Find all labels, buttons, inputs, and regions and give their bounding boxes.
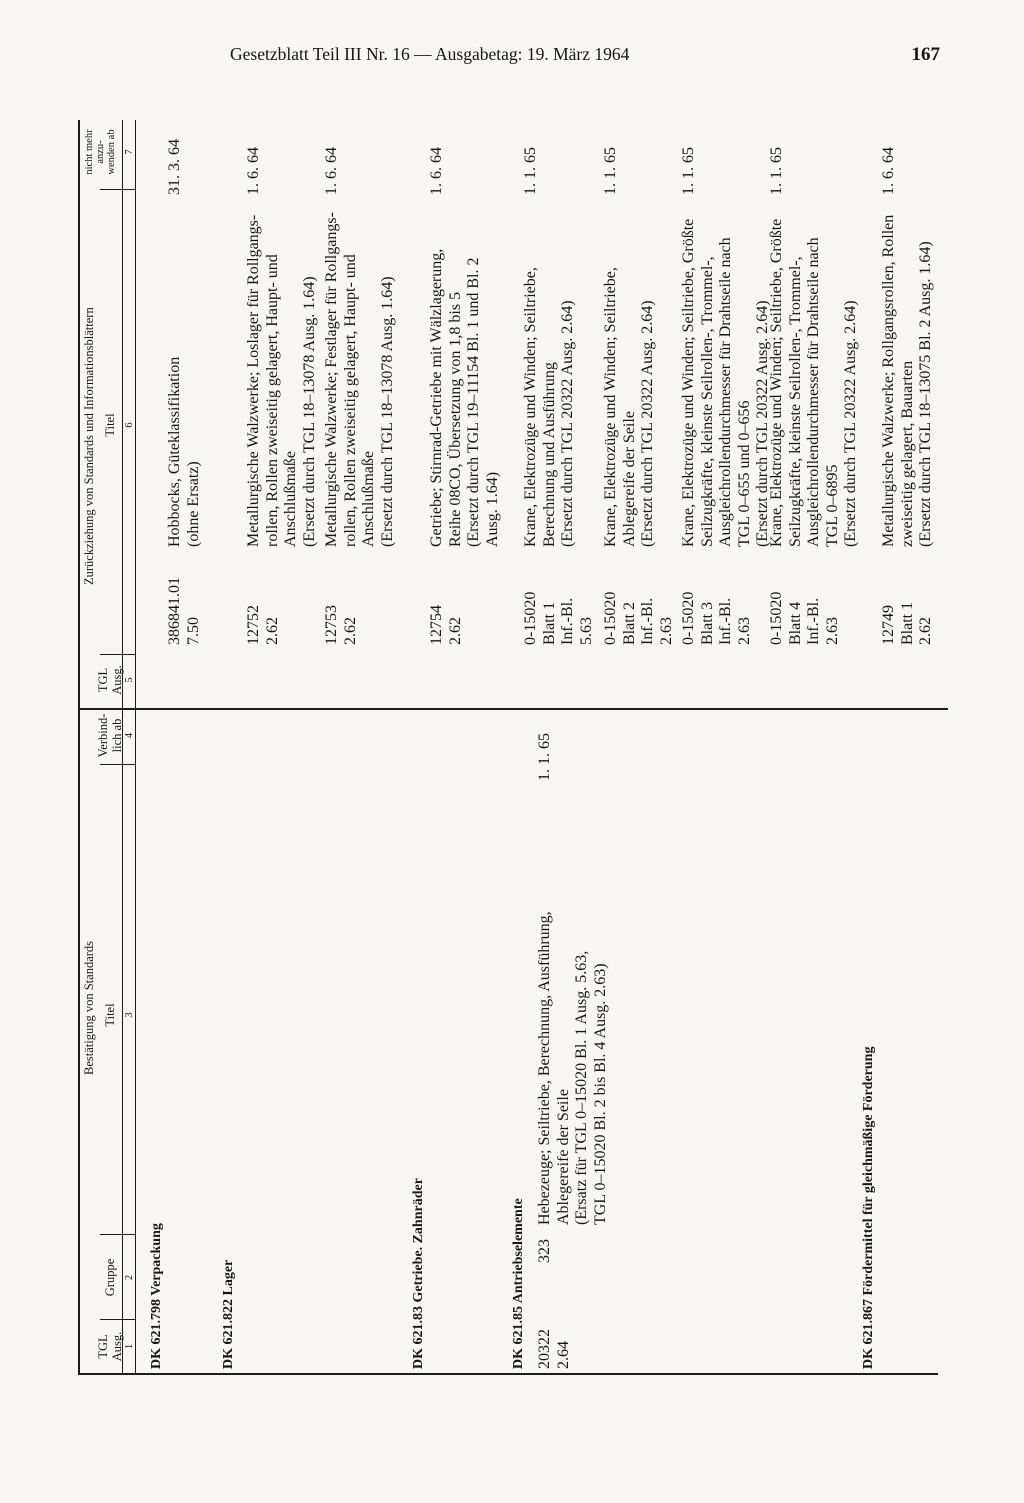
withdraw-titel-5: Krane, Elektrozüge und Winden; Seiltriebe, Ablegereife der Seile (Ersetzt durch TGL 20322 Ausg. 2.64) — [602, 267, 656, 547]
col-header-nicht-mehr: nicht mehr anzu- wenden ab — [84, 129, 117, 175]
page-header — [230, 44, 940, 80]
col-header-titel-3: Titel — [103, 1003, 117, 1027]
withdraw-titel-2: Metallurgische Walzwerke; Festlager für Rollgangs- rollen, Rollen zweiseitig gelagert, Haupt- und Anschlußmaße (Ersetzt durch TGL 18–13078 Ausg. 1.64) — [323, 212, 396, 547]
withdraw-ab-2: 1. 6. 64 — [323, 147, 340, 195]
withdraw-ab-1: 1. 6. 64 — [245, 147, 262, 195]
withdraw-tgl-0: 386841.01 7.50 — [166, 577, 202, 645]
col-num-3: 3 — [124, 1012, 135, 1018]
withdraw-titel-3: Getriebe; Stirnrad-Getriebe mit Wälzlagerung, Reihe 08CO, Übersetzung von 1,8 bis 5 (Ersetzt durch TGL 19–11154 Bl. 1 und Bl. 2 Ausg. 1.64) — [428, 248, 501, 547]
halves-divider — [78, 708, 948, 710]
confirm-gruppe: 323 — [536, 1239, 553, 1263]
confirm-tgl: 20322 2.64 — [536, 1329, 572, 1369]
page-number: 167 — [911, 44, 940, 65]
withdraw-tgl-4: 0-15020 Blatt 1 Inf.-Bl. 5.63 — [522, 591, 595, 645]
rotated-table — [40, 115, 940, 1375]
withdraw-ab-7: 1. 1. 65 — [768, 147, 785, 195]
section-heading-getriebe: DK 621.83 Getriebe. Zahnräder — [411, 1178, 426, 1369]
withdraw-ab-8: 1. 6. 64 — [880, 147, 897, 195]
withdraw-titel-1: Metallurgische Walzwerke; Loslager für Rollgangs- rollen, Rollen zweiseitig gelagert, Haupt- und Anschlußmaße (Ersetzt durch TGL 18–13078 Ausg. 1.64) — [245, 214, 318, 547]
withdraw-tgl-1: 12752 2.62 — [245, 605, 281, 645]
withdraw-tgl-8: 12749 Blatt 1 2.62 — [880, 601, 934, 645]
col-num-1: 1 — [124, 1343, 135, 1350]
col-header-titel-6: Titel — [103, 413, 117, 437]
withdraw-ab-3: 1. 6. 64 — [428, 147, 445, 195]
section-heading-antriebselemente: DK 621.85 Antriebselemente — [511, 1198, 526, 1369]
withdraw-ab-0: 31. 3. 64 — [166, 139, 183, 195]
withdraw-ab-4: 1. 1. 65 — [522, 147, 539, 195]
col-num-2: 2 — [124, 1274, 135, 1281]
col-sep-4 — [100, 764, 135, 765]
withdraw-ab-6: 1. 1. 65 — [680, 147, 697, 195]
withdraw-titel-0: Hobbocks, Güteklassifikation (ohne Ersatz) — [166, 356, 202, 547]
col-num-6: 6 — [124, 422, 135, 428]
col-header-verbindlich: Verbind- lich ab — [96, 713, 124, 758]
withdraw-tgl-3: 12754 2.62 — [428, 605, 464, 645]
withdraw-tgl-5: 0-15020 Blatt 2 Inf.-Bl. 2.63 — [602, 591, 675, 645]
section-heading-verpackung: DK 621.798 Verpackung — [149, 1223, 164, 1369]
group-header-withdrawal: Zurückziehung von Standards und Informationsblättern — [82, 307, 96, 585]
withdraw-titel-4: Krane, Elektrozüge und Winden; Seiltriebe, Berechnung und Ausführung (Ersetzt durch TGL 20322 Ausg. 2.64) — [522, 267, 576, 547]
withdraw-tgl-7: 0-15020 Blatt 4 Inf.-Bl. 2.63 — [768, 591, 841, 645]
col-header-gruppe: Gruppe — [103, 1258, 117, 1297]
gazette-title: Gesetzblatt Teil III Nr. 16 — Ausgabetag: 19. März 1964 — [230, 44, 630, 64]
withdraw-titel-6: Krane, Elektrozüge und Winden; Seiltriebe, Größte Seilzugkräfte, kleinste Seilrollen-, Trommel-, Ausgleichrollendurchmesser für Drahtseile nach TGL 0–655 und 0–656 (Ersetzt durch TGL 20322 Ausg. 2.64) — [680, 218, 771, 547]
section-heading-lager: DK 621.822 Lager — [221, 1259, 236, 1369]
col-header-tgl-5: TGL Ausg. — [96, 665, 124, 695]
withdraw-tgl-6: 0-15020 Blatt 3 Inf.-Bl. 2.63 — [680, 591, 753, 645]
col-sep-7 — [100, 189, 135, 190]
header-body-separator — [135, 120, 136, 1375]
col-num-4: 4 — [124, 732, 135, 739]
withdraw-titel-8: Metallurgische Walzwerke; Rollgangsrollen, Rollen zweiseitig gelagert, Bauarten (Ersetzt durch TGL 18–13075 Bl. 2 Ausg. 1.64) — [880, 214, 934, 547]
withdraw-tgl-2: 12753 2.62 — [323, 605, 359, 645]
table-left-border — [78, 1373, 938, 1375]
group-header-confirmation: Bestätigung von Standards — [82, 940, 96, 1075]
section-heading-foerdermittel: DK 621.867 Fördermittel für gleichmäßige Förderung — [861, 1046, 876, 1369]
withdraw-titel-7: Krane, Elektrozüge und Winden; Seiltriebe, Größte Seilzugkräfte, kleinste Seilrollen-, Trommel-, Ausgleichrollendurchmesser für Drahtseile nach TGL 0–6895 (Ersetzt durch TGL 20322 Ausg. 2.64) — [768, 218, 859, 547]
col-num-5: 5 — [124, 677, 135, 683]
confirm-titel: Hebezeuge; Seiltriebe, Berechnung, Ausführung, Ablegereife der Seile (Ersatz für TGL 0–15020 Bl. 1 Ausg. 5.63, TGL 0–15020 Bl. 2 bis Bl. 4 Ausg. 2.63) — [536, 911, 609, 1225]
col-sep-1 — [100, 1319, 135, 1320]
col-sep-2 — [100, 1234, 135, 1235]
col-num-7: 7 — [124, 149, 135, 155]
table-top-rule — [78, 120, 80, 1375]
col-header-tgl-1: TGL Ausg. — [96, 1331, 124, 1362]
withdraw-ab-5: 1. 1. 65 — [602, 147, 619, 195]
confirm-verbindlich: 1. 1. 65 — [536, 733, 553, 781]
